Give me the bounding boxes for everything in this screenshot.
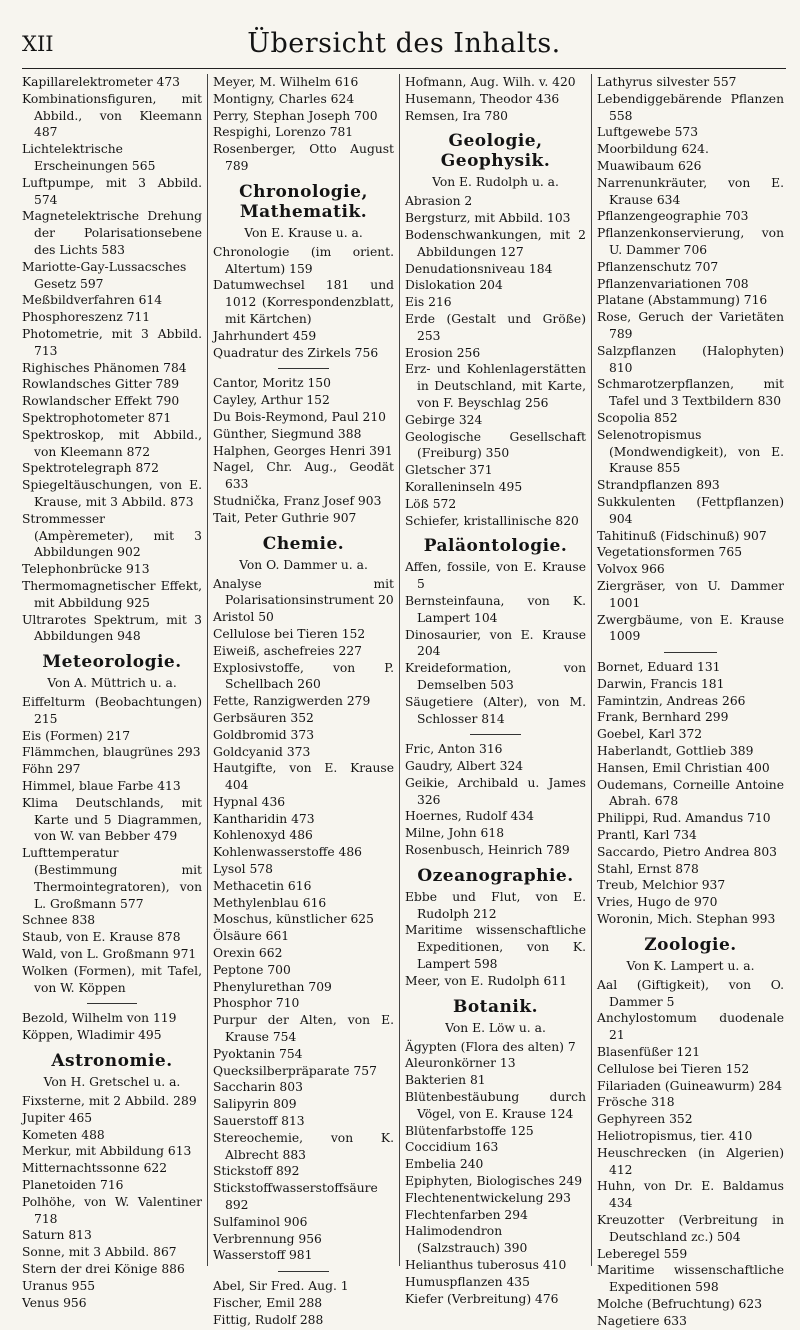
index-entry: Affen, fossile, von E. Krause 5	[405, 560, 586, 592]
index-entry: Gebirge 324	[405, 412, 483, 427]
index-entry: Gephyreen 352	[597, 1112, 693, 1127]
index-entry: Himmel, blaue Farbe 413	[22, 779, 181, 794]
index-entry: Kombinationsfiguren, mit Abbild., von Kleemann 487	[22, 91, 202, 140]
header-rule	[22, 68, 786, 69]
index-entry: Prantl, Karl 734	[597, 828, 697, 843]
index-entry: Bernsteinfauna, von K. Lampert 104	[405, 593, 586, 625]
index-entry: Spektrotelegraph 872	[22, 461, 159, 476]
index-entry: Strandpflanzen 893	[597, 478, 720, 493]
index-entry: Erde (Gestalt und Größe) 253	[405, 311, 586, 343]
index-entry: Rosenberger, Otto August 789	[213, 142, 394, 173]
index-entry: Köppen, Wladimir 495	[22, 1028, 162, 1043]
index-entry: Ziergräser, von U. Dammer 1001	[597, 578, 784, 610]
index-entry: Purpur der Alten, von E. Krause 754	[213, 1013, 394, 1045]
index-column-1	[22, 74, 202, 1310]
index-entry: Stereochemie, von K. Albrecht 883	[213, 1130, 394, 1162]
index-entry: Sauerstoff 813	[213, 1114, 305, 1129]
index-entry: Muawibaum 626	[597, 158, 702, 173]
page-title: Übersicht des Inhalts.	[247, 28, 561, 59]
index-entry: Leberegel 559	[597, 1246, 688, 1261]
index-entry: Studnička, Franz Josef 903	[213, 493, 382, 508]
index-entry: Treub, Melchior 937	[597, 878, 726, 893]
index-entry: Fixsterne, mit 2 Abbild. 289	[22, 1094, 197, 1109]
index-entry: Coccidium 163	[405, 1140, 499, 1155]
index-entry: Luftpumpe, mit 3 Abbild. 574	[22, 175, 202, 207]
section-heading: Astronomie.	[51, 1051, 173, 1072]
index-entry: Eiweiß, aschefreies 227	[213, 643, 363, 658]
index-entry: Verbrennung 956	[213, 1231, 322, 1246]
index-entry: Venus 956	[22, 1295, 87, 1310]
index-entry: Peptone 700	[213, 962, 291, 977]
page-header	[22, 28, 786, 70]
index-entry: Meer, von E. Rudolph 611	[405, 973, 568, 988]
section-heading: Paläontologie.	[423, 536, 568, 557]
index-entry: Humuspflanzen 435	[405, 1274, 530, 1289]
index-entry: Schnee 838	[22, 913, 96, 928]
index-entry: Photometrie, mit 3 Abbild. 713	[22, 326, 202, 358]
index-entry: Sulfaminol 906	[213, 1214, 308, 1229]
index-entry: Huhn, von Dr. E. Baldamus 434	[597, 1179, 784, 1211]
index-entry: Platane (Abstammung) 716	[597, 293, 768, 308]
index-entry: Hypnal 436	[213, 794, 286, 809]
index-entry: Phenylurethan 709	[213, 979, 332, 994]
index-entry: Löß 572	[405, 496, 457, 511]
section-heading: Botanik.	[452, 996, 539, 1017]
index-entry: Saccharin 803	[213, 1080, 303, 1095]
index-entry: Wald, von L. Großmann 971	[22, 947, 197, 962]
index-entry: Rose, Geruch der Varietäten 789	[597, 310, 784, 341]
section-heading: Meteorologie.	[42, 652, 182, 673]
index-entry: Scopolia 852	[597, 410, 678, 425]
index-entry: Goldcyanid 373	[213, 744, 311, 759]
index-entry: Goldbromid 373	[213, 727, 315, 742]
index-entry: Salzpflanzen (Halophyten) 810	[597, 343, 784, 375]
index-entry: Blütenbestäubung durch Vögel, von E. Krause 124	[405, 1090, 586, 1121]
index-entry: Stickstoffwasserstoffsäure 892	[213, 1181, 378, 1213]
index-entry: Respighi, Lorenzo 781	[213, 125, 354, 140]
index-entry: Flechtenentwickelung 293	[405, 1190, 571, 1205]
index-entry: Strommesser (Ampèremeter), mit 3 Abbildungen 902	[22, 511, 202, 560]
index-entry: Vries, Hugo de 970	[597, 895, 718, 910]
index-entry: Orexin 662	[213, 946, 283, 961]
index-entry: Analyse mit Polarisationsinstrument 20	[213, 576, 394, 608]
index-entry: Magnetelektrische Drehung der Polarisationsebene des Lichts 583	[22, 209, 202, 257]
index-entry: Ägypten (Flora des alten) 7	[405, 1039, 576, 1054]
index-entry: Moorbildung 624.	[597, 142, 709, 157]
index-entry: Fette, Ranzigwerden 279	[213, 694, 371, 709]
index-entry: Bornet, Eduard 131	[597, 660, 721, 675]
index-entry: Woronin, Mich. Stephan 993	[597, 912, 776, 927]
index-entry: Nagel, Chr. Aug., Geodät 633	[213, 460, 394, 492]
index-entry: Sukkulenten (Fettpflanzen) 904	[597, 494, 784, 526]
index-entry: Stahl, Ernst 878	[597, 861, 699, 876]
section-heading: Geologie, Geophysik.	[440, 131, 551, 172]
index-entry: Sonne, mit 3 Abbild. 867	[22, 1245, 177, 1260]
index-entry: Darwin, Francis 181	[597, 676, 725, 691]
index-entry: Gaudry, Albert 324	[405, 759, 524, 774]
index-entry: Aal (Giftigkeit), von O. Dammer 5	[597, 977, 784, 1009]
index-entry: Hansen, Emil Christian 400	[597, 760, 770, 775]
index-entry: Kometen 488	[22, 1127, 105, 1142]
section-heading: Ozeanographie.	[417, 865, 574, 886]
index-entry: Kohlenoxyd 486	[213, 828, 313, 843]
index-entry: Stern der drei Könige 886	[22, 1262, 185, 1276]
section-author: Von H. Gretschel u. a.	[43, 1075, 181, 1090]
index-entry: Cantor, Moritz 150	[213, 376, 331, 391]
index-entry: Hautgifte, von E. Krause 404	[213, 761, 394, 793]
index-entry: Philippi, Rud. Amandus 710	[597, 811, 771, 826]
section-separator	[87, 1003, 137, 1004]
index-entry: Aleuronkörner 13	[405, 1056, 516, 1071]
index-entry: Dislokation 204	[405, 278, 503, 293]
index-entry: Meßbildverfahren 614	[22, 293, 163, 308]
index-entry: Schiefer, kristallinische 820	[405, 513, 579, 528]
index-entry: Pflanzengeographie 703	[597, 209, 749, 224]
index-entry: Eis (Formen) 217	[22, 728, 131, 743]
section-author: Von A. Müttrich u. a.	[47, 676, 177, 691]
index-entry: Wolken (Formen), mit Tafel, von W. Köppen	[22, 963, 202, 995]
index-entry: Spektroskop, mit Abbild., von Kleemann 872	[22, 427, 202, 459]
index-entry: Cellulose bei Tieren 152	[213, 626, 366, 641]
index-entry: Volvox 966	[597, 562, 665, 577]
index-entry: Erz- und Kohlenlagerstätten in Deutschland, mit Karte, von F. Beyschlag 256	[405, 362, 586, 410]
index-entry: Mariotte-Gay-Lussacsches Gesetz 597	[22, 259, 187, 291]
index-entry: Frank, Bernhard 299	[597, 710, 729, 725]
index-entry: Blasenfüßer 121	[597, 1045, 701, 1060]
index-entry: Schmarotzerpflanzen, mit Tafel und 3 Textbildern 830	[597, 377, 784, 409]
index-entry: Uranus 955	[22, 1278, 96, 1293]
index-entry: Pflanzenschutz 707	[597, 259, 719, 274]
index-entry: Lichtelektrische Erscheinungen 565	[22, 142, 156, 173]
index-entry: Denudationsniveau 184	[405, 261, 553, 276]
index-entry: Lebendiggebärende Pflanzen 558	[597, 91, 784, 123]
index-entry: Goebel, Karl 372	[597, 727, 703, 742]
index-entry: Jupiter 465	[22, 1110, 93, 1125]
index-entry: Pflanzenkonservierung, von U. Dammer 706	[597, 226, 784, 257]
index-entry: Ultrarotes Spektrum, mit 3 Abbildungen 948	[22, 612, 202, 644]
index-column-3	[405, 74, 586, 1306]
index-entry: Bakterien 81	[405, 1073, 486, 1088]
index-entry: Husemann, Theodor 436	[405, 91, 560, 106]
index-entry: Salipyrin 809	[213, 1097, 297, 1112]
index-entry: Saturn 813	[22, 1228, 92, 1243]
index-entry: Polhöhe, von W. Valentiner 718	[22, 1194, 202, 1226]
index-entry: Filariaden (Guineawurm) 284	[597, 1078, 783, 1093]
index-entry: Spektrophotometer 871	[22, 410, 172, 425]
index-entry: Telephonbrücke 913	[22, 562, 150, 577]
index-entry: Lysol 578	[213, 862, 273, 877]
index-entry: Rowlandscher Effekt 790	[22, 394, 180, 409]
index-entry: Datumwechsel 181 und 1012 (Korrespondenzblatt, mit Kärtchen)	[213, 278, 394, 326]
index-entry: Bezold, Wilhelm von 119	[22, 1011, 177, 1026]
index-entry: Maritime wissenschaftliche Expeditionen 598	[597, 1263, 784, 1295]
index-entry: Maritime wissenschaftliche Expeditionen, von K. Lampert 598	[405, 923, 586, 972]
index-entry: Rosenbusch, Heinrich 789	[405, 843, 570, 858]
column-divider	[399, 74, 400, 1266]
index-entry: Staub, von E. Krause 878	[22, 930, 181, 945]
index-entry: Cellulose bei Tieren 152	[597, 1061, 750, 1076]
section-separator	[278, 1271, 329, 1272]
section-separator	[470, 734, 521, 735]
index-entry: Stickstoff 892	[213, 1164, 300, 1179]
index-entry: Tahitinuß (Fidschinuß) 907	[597, 528, 767, 543]
index-entry: Famintzin, Andreas 266	[597, 693, 746, 708]
index-entry: Spiegeltäuschungen, von E. Krause, mit 3 Abbild. 873	[22, 478, 202, 509]
index-entry: Hoernes, Rudolf 434	[405, 809, 534, 824]
index-entry: Kiefer (Verbreitung) 476	[405, 1291, 559, 1306]
index-entry: Montigny, Charles 624	[213, 91, 355, 106]
index-entry: Gletscher 371	[405, 463, 493, 478]
index-entry: Hofmann, Aug. Wilh. v. 420	[405, 75, 576, 89]
index-entry: Kohlenwasserstoffe 486	[213, 845, 362, 860]
index-entry: Lathyrus silvester 557	[597, 75, 737, 89]
section-author: Von O. Dammer u. a.	[239, 557, 368, 572]
column-divider	[591, 74, 592, 1266]
index-entry: Flämmchen, blaugrünes 293	[22, 745, 201, 760]
section-heading: Zoologie.	[644, 934, 737, 955]
index-entry: Perry, Stephan Joseph 700	[213, 108, 378, 123]
index-entry: Kreideformation, von Demselben 503	[405, 661, 586, 692]
section-separator	[278, 368, 329, 369]
index-entry: Bodenschwankungen, mit 2 Abbildungen 127	[405, 227, 586, 259]
index-entry: Heuschrecken (in Algerien) 412	[597, 1145, 784, 1177]
index-entry: Abel, Sir Fred. Aug. 1	[213, 1279, 349, 1294]
index-entry: Halphen, Georges Henri 391	[213, 443, 393, 458]
index-entry: Eis 216	[405, 295, 452, 310]
index-entry: Eiffelturm (Beobachtungen) 215	[22, 695, 202, 726]
section-author: Von E. Rudolph u. a.	[432, 175, 559, 190]
index-entry: Luftgewebe 573	[597, 125, 699, 140]
index-entry: Haberlandt, Gottlieb 389	[597, 744, 754, 759]
index-entry: Kantharidin 473	[213, 811, 315, 826]
index-entry: Föhn 297	[22, 762, 81, 777]
index-entry: Blütenfarbstoffe 125	[405, 1123, 534, 1138]
index-entry: Moschus, künstlicher 625	[213, 912, 374, 927]
index-entry: Wasserstoff 981	[213, 1248, 313, 1263]
page-number: XII	[22, 32, 54, 56]
index-entry: Abrasion 2	[405, 194, 473, 209]
index-entry: Aristol 50	[213, 610, 274, 625]
index-entry: Lufttemperatur (Bestimmung mit Thermointegratoren), von L. Großmann 577	[22, 846, 202, 911]
section-author: Von E. Löw u. a.	[445, 1020, 546, 1035]
index-entry: Methylenblau 616	[213, 895, 327, 910]
index-entry: Dinosaurier, von E. Krause 204	[405, 627, 586, 659]
index-entry: Geologische Gesellschaft (Freiburg) 350	[405, 429, 586, 461]
index-entry: Merkur, mit Abbildung 613	[22, 1144, 192, 1159]
index-entry: Chronologie (im orient. Altertum) 159	[213, 244, 394, 276]
index-entry: Frösche 318	[597, 1095, 675, 1110]
index-entry: Phosphoreszenz 711	[22, 310, 151, 325]
index-entry: Milne, John 618	[405, 826, 505, 841]
index-entry: Meyer, M. Wilhelm 616	[213, 75, 359, 89]
index-entry: Oudemans, Corneille Antoine Abrah. 678	[597, 777, 784, 809]
index-entry: Rowlandsches Gitter 789	[22, 377, 180, 392]
index-entry: Helianthus tuberosus 410	[405, 1258, 567, 1273]
index-entry: Explosivstoffe, von P. Schellbach 260	[213, 660, 394, 692]
index-entry: Embelia 240	[405, 1157, 484, 1172]
index-entry: Heliotropismus, tier. 410	[597, 1129, 753, 1144]
index-entry: Narrenunkräuter, von E. Krause 634	[597, 175, 784, 207]
index-entry: Kreuzotter (Verbreitung in Deutschland zc.) 504	[597, 1213, 784, 1244]
index-entry: Planetoiden 716	[22, 1178, 124, 1193]
index-entry: Fittig, Rudolf 288	[213, 1312, 324, 1327]
index-entry: Saccardo, Pietro Andrea 803	[597, 844, 777, 859]
index-entry: Klima Deutschlands, mit Karte und 5 Diagrammen, von W. van Bebber 479	[22, 795, 202, 844]
index-entry: Fric, Anton 316	[405, 742, 503, 757]
column-divider	[207, 74, 208, 1266]
index-entry: Anchylostomum duodenale 21	[597, 1011, 784, 1043]
index-entry: Cayley, Arthur 152	[213, 393, 330, 408]
section-author: Von K. Lampert u. a.	[626, 958, 755, 973]
index-entry: Righisches Phänomen 784	[22, 360, 187, 375]
index-entry: Selenotropismus (Mondwendigkeit), von E. Krause 855	[597, 427, 784, 476]
index-entry: Du Bois-Reymond, Paul 210	[213, 409, 386, 424]
index-entry: Pflanzenvariationen 708	[597, 276, 749, 291]
index-entry: Geikie, Archibald u. James 326	[405, 775, 586, 807]
index-entry: Jahrhundert 459	[213, 328, 317, 343]
index-entry: Bergsturz, mit Abbild. 103	[405, 211, 571, 226]
index-entry: Mitternachtssonne 622	[22, 1161, 168, 1176]
section-separator	[664, 652, 716, 653]
index-entry: Phosphor 710	[213, 996, 300, 1011]
index-entry: Vegetationsformen 765	[597, 545, 743, 560]
index-entry: Nagetiere 633	[597, 1313, 687, 1328]
index-entry: Molche (Befruchtung) 623	[597, 1296, 763, 1311]
index-entry: Flechtenfarben 294	[405, 1207, 528, 1222]
section-heading: Chronologie, Mathematik.	[239, 181, 368, 222]
section-heading: Chemie.	[262, 533, 345, 554]
index-entry: Halimodendron (Salzstrauch) 390	[405, 1224, 528, 1256]
index-entry: Quadratur des Zirkels 756	[213, 345, 379, 360]
index-entry: Remsen, Ira 780	[405, 108, 508, 123]
index-entry: Quecksilberpräparate 757	[213, 1063, 377, 1078]
index-entry: Fischer, Emil 288	[213, 1296, 323, 1310]
index-entry: Günther, Siegmund 388	[213, 426, 362, 441]
index-entry: Säugetiere (Alter), von M. Schlosser 814	[405, 694, 586, 726]
index-entry: Zwergbäume, von E. Krause 1009	[597, 612, 784, 644]
index-column-4	[597, 74, 784, 1328]
index-entry: Ölsäure 661	[213, 929, 290, 944]
index-entry: Koralleninseln 495	[405, 479, 523, 494]
index-entry: Gerbsäuren 352	[213, 710, 314, 725]
index-entry: Ebbe und Flut, von E. Rudolph 212	[405, 889, 586, 921]
section-author: Von E. Krause u. a.	[244, 225, 363, 240]
index-entry: Epiphyten, Biologisches 249	[405, 1174, 583, 1189]
index-entry: Erosion 256	[405, 345, 481, 360]
index-entry: Kapillarelektrometer 473	[22, 75, 180, 89]
index-entry: Pyoktanin 754	[213, 1046, 303, 1061]
index-entry: Tait, Peter Guthrie 907	[213, 510, 357, 525]
index-entry: Thermomagnetischer Effekt, mit Abbildung 925	[22, 578, 202, 610]
index-column-2	[213, 74, 394, 1327]
index-entry: Methacetin 616	[213, 878, 312, 893]
